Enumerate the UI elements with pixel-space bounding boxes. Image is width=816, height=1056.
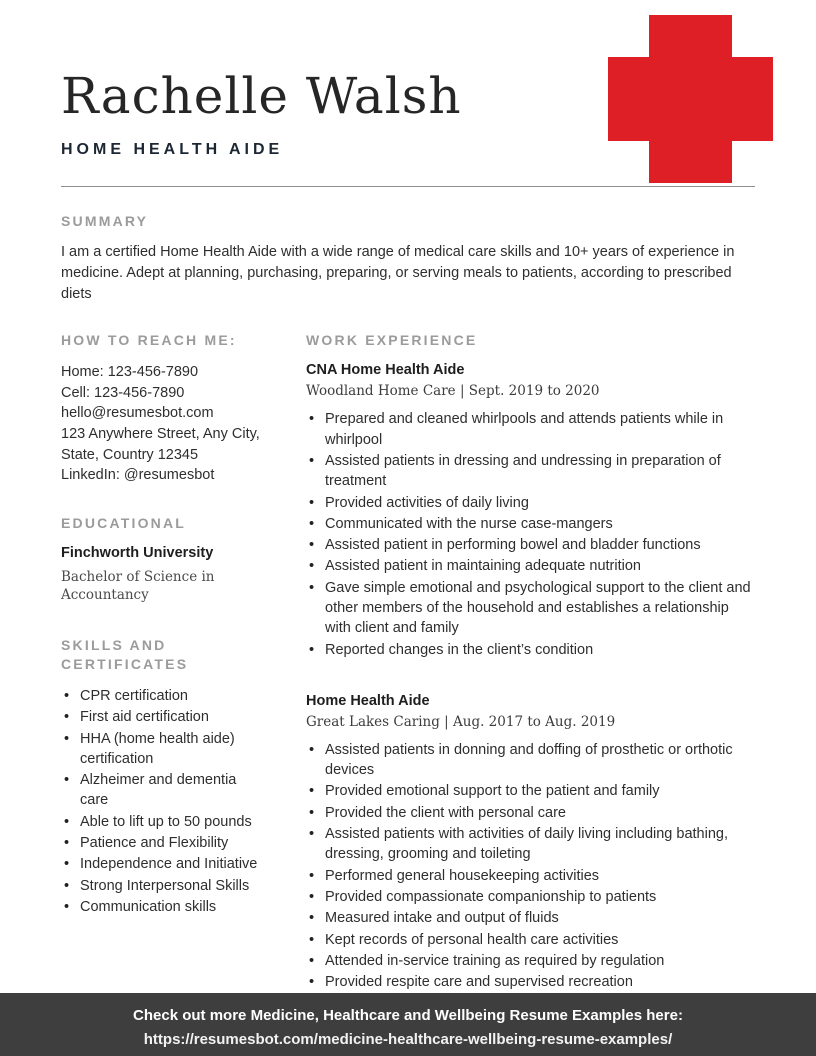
job-bullet: • Reported changes in the client’s condition xyxy=(306,640,755,660)
job-bullet: • Provided the client with personal care xyxy=(306,803,755,823)
job-bullet-list xyxy=(306,740,755,993)
job-bullet: • Assisted patients in donning and doffing of prosthetic or orthotic devices xyxy=(306,740,755,781)
candidate-name: Rachelle Walsh xyxy=(61,67,462,125)
job-title: Home Health Aide xyxy=(306,692,430,709)
resume-header xyxy=(0,0,816,187)
skill-item: • Alzheimer and dementia care xyxy=(61,770,264,811)
job-bullet: • Provided compassionate companionship to patients xyxy=(306,887,755,907)
contact-line-cell: Cell: 123-456-7890 xyxy=(61,384,185,401)
red-cross-icon xyxy=(608,15,773,183)
skill-item: • Patience and Flexibility xyxy=(61,833,264,853)
job-meta: Great Lakes Caring | Aug. 2017 to Aug. 2019 xyxy=(306,713,616,730)
contact-heading: HOW TO REACH ME: xyxy=(61,332,237,349)
contact-address: 123 Anywhere Street, Any City, State, Country 12345 xyxy=(61,426,260,463)
skill-item: • Independence and Initiative xyxy=(61,854,264,874)
contact-linkedin-link[interactable]: LinkedIn: @resumesbot xyxy=(61,467,215,484)
footer-banner xyxy=(0,993,816,1056)
job-bullet: • Provided emotional support to the patient and family xyxy=(306,781,755,801)
job-meta: Woodland Home Care | Sept. 2019 to 2020 xyxy=(306,383,600,400)
job-bullet: • Assisted patients with activities of daily living including bathing, dressing, grooming and toileting xyxy=(306,824,755,865)
education-school: Finchworth University xyxy=(61,544,214,561)
summary-section xyxy=(0,212,816,306)
experience-heading: WORK EXPERIENCE xyxy=(306,332,478,349)
red-cross-horizontal-bar xyxy=(608,57,773,141)
right-column xyxy=(306,331,755,993)
job-bullet: • Prepared and cleaned whirlpools and attends patients while in whirlpool xyxy=(306,409,755,450)
job-bullet-list xyxy=(306,409,755,660)
job-bullet: • Measured intake and output of fluids xyxy=(306,908,755,928)
summary-heading: SUMMARY xyxy=(61,212,149,229)
resume-body xyxy=(0,331,816,993)
job-bullet: • Attended in-service training as required by regulation xyxy=(306,951,755,971)
job-bullet: • Gave simple emotional and psychological support to the client and other members of the household and establishes a relationship with client and family xyxy=(306,578,755,639)
job-bullet: • Assisted patient in performing bowel and bladder functions xyxy=(306,535,755,555)
skill-item: • First aid certification xyxy=(61,707,264,727)
job-bullet: • Assisted patients in dressing and undressing in preparation of treatment xyxy=(306,451,755,492)
education-degree: Bachelor of Science in Accountancy xyxy=(61,568,215,603)
education-heading: EDUCATIONAL xyxy=(61,514,187,531)
summary-text: I am a certified Home Health Aide with a wide range of medical care skills and 10+ years of experience in medicine. Adept at planning, purchasing, preparing, or serving meals to patients, according to prescribed diets xyxy=(61,244,735,303)
job-title: CNA Home Health Aide xyxy=(306,362,465,379)
job-bullet: • Performed general housekeeping activities xyxy=(306,866,755,886)
skill-item: • Able to lift up to 50 pounds xyxy=(61,812,264,832)
header-divider xyxy=(61,186,755,187)
left-column xyxy=(61,331,264,993)
job-entry xyxy=(306,362,755,660)
job-bullet: • Kept records of personal health care activities xyxy=(306,930,755,950)
job-bullet: • Assisted patient in maintaining adequate nutrition xyxy=(306,556,755,576)
skill-item: • HHA (home health aide) certification xyxy=(61,729,264,770)
skill-item: • Communication skills xyxy=(61,897,264,917)
candidate-title: HOME HEALTH AIDE xyxy=(61,140,284,158)
job-bullet: • Communicated with the nurse case-mangers xyxy=(306,514,755,534)
skill-item: • Strong Interpersonal Skills xyxy=(61,876,264,896)
job-bullet: • Provided activities of daily living xyxy=(306,493,755,513)
footer-url-link[interactable]: https://resumesbot.com/medicine-healthcare-wellbeing-resume-examples/ xyxy=(143,1030,673,1048)
job-bullet: • Provided respite care and supervised recreation xyxy=(306,972,755,992)
footer-text: Check out more Medicine, Healthcare and Wellbeing Resume Examples here: xyxy=(133,1007,683,1025)
skills-heading: SKILLS AND CERTIFICATES xyxy=(61,637,189,673)
contact-line-home: Home: 123-456-7890 xyxy=(61,364,199,381)
contact-email-link[interactable]: hello@resumesbot.com xyxy=(61,405,214,422)
skill-item: • CPR certification xyxy=(61,686,264,706)
skills-list xyxy=(61,686,264,917)
job-entry xyxy=(306,693,755,993)
